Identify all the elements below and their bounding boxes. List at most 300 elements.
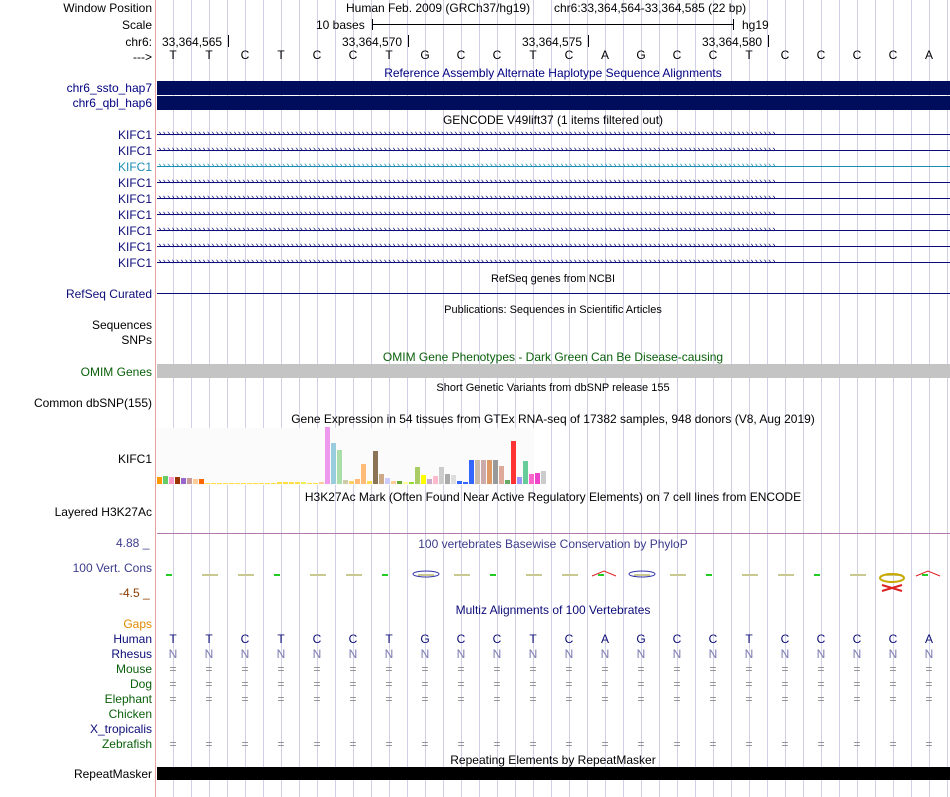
gtex-tissue-bar[interactable] [319,482,324,484]
multiz-human-base: T [169,632,177,646]
base-letter: T [169,48,177,62]
multiz-human-base: T [205,632,213,646]
multiz-align-char: N [456,647,466,661]
multiz-align-char: = [709,677,717,691]
scale-bar-right-tick [733,19,734,30]
dbsnp-label[interactable]: Common dbSNP(155) [33,396,152,410]
multiz-align-char: N [204,647,214,661]
gtex-tissue-bar[interactable] [289,482,294,484]
multiz-align-char: N [384,647,394,661]
repeatmasker-label[interactable]: RepeatMasker [73,767,152,781]
multiz-align-char: = [853,677,861,691]
multiz-align-char: = [673,662,681,676]
multiz-align-char: = [817,662,825,676]
multiz-align-char: N [888,647,898,661]
phylop-title[interactable]: 100 vertebrates Basewise Conservation by PhyloP [418,537,688,551]
gtex-title[interactable]: Gene Expression in 54 tissues from GTEx RNA-seq of 17382 samples, 948 donors (V8, Aug 2019) [291,412,815,426]
gtex-tissue-bar[interactable] [307,483,312,484]
gtex-tissue-bar[interactable] [511,441,516,484]
gtex-tissue-bar[interactable] [253,483,258,484]
multiz-human-base: T [745,632,753,646]
multiz-align-char: = [889,737,897,751]
multiz-align-char: = [385,692,393,706]
gtex-tissue-bar[interactable] [265,483,270,484]
gencode-transcript-label[interactable]: KIFC1 [117,144,152,158]
strand-arrows: ›››››››››››››››››››››››››››››››››››››››››››››››››››››››››››››››››››››››››››››››››››››››››››››››››››››››››››››››››››››››››››››››››››››››››››› [157,178,776,187]
multiz-align-char: = [817,737,825,751]
gtex-tissue-bar[interactable] [325,427,330,484]
multiz-align-char: = [637,677,645,691]
omim-title[interactable]: OMIM Gene Phenotypes - Dark Green Can Be Disease-causing [382,350,724,364]
gencode-transcript-label[interactable]: KIFC1 [117,160,152,174]
multiz-align-char: = [457,737,465,751]
multiz-human-base: C [240,632,250,646]
phylop-score-mark [922,574,928,576]
phylop-score-mark [814,574,820,576]
multiz-align-char: N [672,647,682,661]
gtex-tissue-bar[interactable] [445,474,450,484]
multiz-align-char: = [313,737,321,751]
multiz-align-char: = [709,692,717,706]
multiz-align-char: = [241,677,249,691]
gtex-tissue-bar[interactable] [343,480,348,484]
multiz-align-char: = [925,677,933,691]
phylop-score-mark [238,574,254,576]
coord-tick [588,35,589,47]
multiz-align-char: = [601,692,609,706]
gtex-tissue-bar[interactable] [409,482,414,484]
multiz-align-char: = [169,737,177,751]
multiz-align-char: N [420,647,430,661]
multiz-align-char: = [421,692,429,706]
base-letter: C [456,48,466,62]
strand-arrows: ›››››››››››››››››››››››››››››››››››››››››››››››››››››››››››››››››››››››››››››››››››››››››››››››››››››››››››››››››››››››››››››››››››››››››››› [157,210,776,219]
multiz-align-char: = [277,662,285,676]
phylop-score-mark [418,574,434,576]
multiz-align-char: N [276,647,286,661]
coord-tick [768,35,769,47]
multiz-human-base: C [816,632,826,646]
multiz-align-char: N [528,647,538,661]
gencode-transcript-label[interactable]: KIFC1 [117,208,152,222]
multiz-align-char: = [925,662,933,676]
multiz-align-char: = [205,692,213,706]
multiz-align-char: = [313,662,321,676]
gencode-transcript-label[interactable]: KIFC1 [117,256,152,270]
multiz-gaps-label[interactable]: Gaps [123,617,152,631]
multiz-align-char: = [853,662,861,676]
multiz-align-char: = [853,692,861,706]
multiz-align-char: = [889,677,897,691]
h3k27ac-title[interactable]: H3K27Ac Mark (Often Found Near Active Regulatory Elements) on 7 cell lines from ENCODE [304,490,802,504]
multiz-align-char: = [241,737,249,751]
gencode-transcript-label[interactable]: KIFC1 [117,224,152,238]
multiz-align-char: = [673,737,681,751]
multiz-align-char: = [385,662,393,676]
multiz-align-char: = [277,737,285,751]
gtex-tissue-bar[interactable] [331,443,336,484]
phylop-score-mark [778,574,794,576]
multiz-align-char: = [781,737,789,751]
refseq-gene-line[interactable] [157,293,950,294]
multiz-align-char: = [457,692,465,706]
multiz-align-char: = [565,677,573,691]
gtex-tissue-bar[interactable] [175,477,180,484]
multiz-species-label[interactable]: Human [113,632,152,646]
strand-arrows: ›››››››››››››››››››››››››››››››››››››››››››››››››››››››››››››››››››››››››››››››››››››››››››››››››››››››››››››››››››››››››››››››››››››››››››› [157,130,776,139]
coord-1: 33,364,565 [162,35,223,49]
base-letter: C [888,48,898,62]
multiz-human-base: G [636,632,646,646]
strand-arrows: ›››››››››››››››››››››››››››››››››››››››››››››››››››››››››››››››››››››››››››››››››››››››››››››››››››››››››››››››››››››››››››››››››››››››››››› [157,162,776,171]
gtex-tissue-bar[interactable] [355,479,360,484]
multiz-align-char: N [816,647,826,661]
phylop-score-mark [274,574,280,576]
multiz-align-char: = [313,677,321,691]
phylop-score-mark [850,574,866,576]
coord-4: 33,364,580 [702,35,763,49]
multiz-align-char: N [240,647,250,661]
multiz-align-char: = [781,692,789,706]
gtex-tissue-bar[interactable] [439,467,444,484]
gtex-tissue-bar[interactable] [451,475,456,484]
gtex-tissue-bar[interactable] [361,464,366,484]
base-letter: G [420,48,430,62]
base-letter: C [780,48,790,62]
omim-bar[interactable] [157,364,950,378]
multiz-align-char: N [708,647,718,661]
multiz-align-char: = [601,737,609,751]
scale-text: 10 bases [316,18,365,32]
multiz-align-char: N [924,647,934,661]
base-letter: T [529,48,537,62]
gtex-tissue-bar[interactable] [391,481,396,484]
alt-haplo-row-2-label[interactable]: chr6_qbl_hap6 [72,96,152,110]
multiz-align-char: = [565,737,573,751]
gtex-tissue-bar[interactable] [157,477,162,484]
multiz-align-char: = [637,662,645,676]
repeatmasker-title[interactable]: Repeating Elements by RepeatMasker [450,753,656,767]
phylop-score-mark [742,574,758,576]
base-letter: C [492,48,502,62]
multiz-align-char: = [205,662,213,676]
gtex-tissue-bar[interactable] [481,460,486,484]
strand-arrows: ›››››››››››››››››››››››››››››››››››››››››››››››››››››››››››››››››››››››››››››››››››››››››››››››››››››››››››››››››››››››››››››››››››››››››››› [157,194,776,203]
multiz-align-char: N [852,647,862,661]
multiz-align-char: = [349,737,357,751]
strand-arrows: ›››››››››››››››››››››››››››››››››››››››››››››››››››››››››››››››››››››››››››››››››››››››››››››››››››››››››››››››››››››››››››››››››››››››››››› [157,242,776,251]
multiz-align-char: = [709,737,717,751]
multiz-align-char: = [349,662,357,676]
multiz-human-base: T [385,632,393,646]
base-letter: C [816,48,826,62]
multiz-human-base: T [529,632,537,646]
phylop-label[interactable]: 100 Vert. Cons [72,561,152,575]
multiz-species-label[interactable]: Chicken [108,707,152,721]
gtex-tissue-bar[interactable] [229,483,234,484]
multiz-align-char: N [168,647,178,661]
gtex-tissue-bar[interactable] [523,461,528,484]
gtex-tissue-bar[interactable] [457,481,462,484]
multiz-align-char: = [565,692,573,706]
multiz-align-char: = [601,677,609,691]
multiz-align-char: N [348,647,358,661]
base-letter: C [564,48,574,62]
base-letter: C [852,48,862,62]
alt-haplo-title[interactable]: Reference Assembly Alternate Haplotype Sequence Alignments [384,66,722,80]
multiz-human-base: C [672,632,682,646]
assembly-title[interactable]: Human Feb. 2009 (GRCh37/hg19) [346,1,531,15]
coord-2: 33,364,570 [342,35,403,49]
phylop-score-mark [166,574,172,576]
gtex-tissue-bar[interactable] [337,450,342,484]
gencode-transcript-label[interactable]: KIFC1 [117,176,152,190]
gtex-tissue-bar[interactable] [349,481,354,484]
multiz-human-base: C [456,632,466,646]
multiz-align-char: N [636,647,646,661]
gtex-tissue-bar[interactable] [205,483,210,484]
gencode-transcript-label[interactable]: KIFC1 [117,192,152,206]
gencode-transcript-label[interactable]: KIFC1 [117,240,152,254]
multiz-align-char: = [493,737,501,751]
phylop-min: -4.5 _ [119,586,150,600]
multiz-align-char: = [673,692,681,706]
gtex-tissue-bar[interactable] [241,483,246,484]
multiz-align-char: = [529,737,537,751]
multiz-align-char: N [312,647,322,661]
coord-3: 33,364,575 [522,35,583,49]
gtex-tissue-bar[interactable] [493,460,498,484]
gtex-tissue-bar[interactable] [403,482,408,484]
multiz-align-char: = [817,677,825,691]
gencode-title[interactable]: GENCODE V49lift37 (1 items filtered out) [442,113,664,127]
phylop-max: 4.88 _ [116,536,150,550]
gtex-tissue-bar[interactable] [223,483,228,484]
multiz-align-char: = [349,677,357,691]
coord-tick [228,35,229,47]
multiz-align-char: = [709,662,717,676]
strand-arrows: ›››››››››››››››››››››››››››››››››››››››››››››››››››››››››››››››››››››››››››››››››››››››››››››››››››››››››››››››››››››››››››››››››››››››››››› [157,146,776,155]
multiz-align-char: = [781,662,789,676]
phylop-score-mark [454,574,470,576]
phylop-score-mark [310,574,326,576]
strand-arrows: ›››››››››››››››››››››››››››››››››››››››››››››››››››››››››››››››››››››››››››››››››››››››››››››››››››››››››››››››››››››››››››››››››››››››››››› [157,226,776,235]
multiz-align-char: = [241,662,249,676]
multiz-align-char: = [493,662,501,676]
gtex-tissue-bar[interactable] [535,473,540,484]
phylop-score-mark [634,574,650,576]
multiz-human-base: C [852,632,862,646]
h3k27ac-baseline [157,533,950,534]
gtex-gene-label[interactable]: KIFC1 [117,452,152,466]
gtex-tissue-bar[interactable] [397,481,402,484]
gtex-tissue-bar[interactable] [367,481,372,484]
gtex-tissue-bar[interactable] [475,460,480,484]
pubs-title[interactable]: Publications: Sequences in Scientific Articles [444,304,662,316]
multiz-human-base: C [312,632,322,646]
multiz-align-char: = [205,737,213,751]
gtex-tissue-bar[interactable] [379,474,384,484]
multiz-align-char: = [421,662,429,676]
alt-haplo-row-1-bar[interactable] [157,81,950,95]
base-letter: C [312,48,322,62]
multiz-align-char: = [277,692,285,706]
alt-haplo-row-2-bar[interactable] [157,96,950,110]
gtex-tissue-bar[interactable] [463,482,468,484]
gtex-tissue-bar[interactable] [259,483,264,484]
base-letter: C [240,48,250,62]
gtex-tissue-bar[interactable] [187,478,192,484]
gtex-tissue-bar[interactable] [271,483,276,484]
base-letter: T [205,48,213,62]
multiz-species-label[interactable]: Rhesus [111,647,152,661]
multiz-species-label[interactable]: Mouse [115,662,152,676]
gtex-tissue-bar[interactable] [181,478,186,484]
base-letter: C [348,48,358,62]
multiz-align-char: = [529,692,537,706]
multiz-align-char: = [421,677,429,691]
phylop-plot[interactable] [156,565,950,595]
multiz-align-char: = [925,737,933,751]
multiz-align-char: = [493,692,501,706]
multiz-align-char: N [492,647,502,661]
multiz-species-label[interactable]: X_tropicalis [89,722,152,736]
gencode-transcript-label[interactable]: KIFC1 [117,128,152,142]
phylop-score-mark [202,574,218,576]
multiz-align-char: = [745,662,753,676]
multiz-align-char: = [349,692,357,706]
base-letter: T [385,48,393,62]
multiz-human-base: C [780,632,790,646]
multiz-human-base: A [600,632,609,646]
gtex-tissue-bar[interactable] [421,475,426,484]
phylop-score-mark [526,574,542,576]
phylop-score-mark [598,574,604,576]
multiz-align-char: = [817,692,825,706]
multiz-align-char: = [637,737,645,751]
gtex-tissue-bar[interactable] [301,482,306,484]
gtex-tissue-bar[interactable] [217,483,222,484]
gtex-tissue-bar[interactable] [385,478,390,484]
multiz-align-char: = [529,662,537,676]
multiz-human-base: A [924,632,933,646]
gtex-tissue-bar[interactable] [235,483,240,484]
strand-label: ---> [133,50,152,64]
multiz-align-char: = [457,677,465,691]
base-letter: C [672,48,682,62]
multiz-title[interactable]: Multiz Alignments of 100 Vertebrates [455,603,651,617]
gtex-tissue-bar[interactable] [283,482,288,484]
gtex-tissue-bar[interactable] [193,479,198,484]
repeatmasker-bar[interactable] [157,767,950,780]
gtex-tissue-bar[interactable] [199,479,204,484]
multiz-species-label[interactable]: Dog [129,677,152,691]
multiz-align-char: = [493,677,501,691]
gtex-tissue-bar[interactable] [427,479,432,484]
h3k27ac-label[interactable]: Layered H3K27Ac [54,505,152,519]
gtex-tissue-bar[interactable] [499,466,504,484]
gtex-tissue-bar[interactable] [487,460,492,484]
multiz-align-char: N [564,647,574,661]
gtex-tissue-bar[interactable] [505,480,510,484]
phylop-score-mark [490,574,496,576]
multiz-align-char: = [313,692,321,706]
gtex-tissue-bar[interactable] [517,477,522,484]
multiz-human-base: T [277,632,285,646]
multiz-human-base: C [492,632,502,646]
multiz-align-char: N [744,647,754,661]
gtex-tissue-bar[interactable] [295,482,300,484]
alt-haplo-row-1-label[interactable]: chr6_ssto_hap7 [66,81,152,95]
base-letter: A [600,48,609,62]
multiz-align-char: = [385,737,393,751]
multiz-align-char: = [205,677,213,691]
gtex-tissue-bar[interactable] [373,451,378,484]
multiz-align-char: = [529,677,537,691]
refseq-label[interactable]: RefSeq Curated [65,287,152,301]
multiz-align-char: = [565,662,573,676]
multiz-align-char: = [637,692,645,706]
pubs-sequences-label[interactable]: Sequences [91,318,152,332]
multiz-align-char: N [780,647,790,661]
coord-tick [408,35,409,47]
multiz-align-char: = [925,692,933,706]
base-letter: T [745,48,753,62]
phylop-score-mark [346,574,362,576]
gtex-tissue-bar[interactable] [415,467,420,484]
multiz-human-base: C [348,632,358,646]
phylop-score-mark [706,574,712,576]
dbsnp-title[interactable]: Short Genetic Variants from dbSNP release 155 [436,382,670,394]
multiz-human-base: C [564,632,574,646]
gtex-tissue-bar[interactable] [433,476,438,484]
gtex-tissue-bar[interactable] [529,474,534,484]
multiz-align-char: = [421,737,429,751]
multiz-align-char: = [169,677,177,691]
refseq-title[interactable]: RefSeq genes from NCBI [490,273,616,285]
multiz-align-char: = [277,677,285,691]
pubs-snps-label[interactable]: SNPs [121,333,152,347]
multiz-align-char: = [241,692,249,706]
omim-label[interactable]: OMIM Genes [80,365,152,379]
gtex-tissue-bar[interactable] [313,483,318,484]
multiz-align-char: = [745,737,753,751]
window-position-label: Window Position [63,1,152,15]
multiz-align-char: = [169,692,177,706]
multiz-align-char: = [853,737,861,751]
position-readout[interactable]: chr6:33,364,564-33,364,585 (22 bp) [554,1,747,15]
db-label: hg19 [742,18,769,32]
gtex-tissue-bar[interactable] [211,483,216,484]
phylop-score-mark [670,574,686,576]
multiz-align-char: = [745,677,753,691]
base-letter: G [636,48,646,62]
multiz-align-char: = [889,692,897,706]
multiz-align-char: = [745,692,753,706]
gtex-tissue-bar[interactable] [469,460,474,484]
multiz-species-label[interactable]: Zebrafish [101,737,152,751]
gtex-tissue-bar[interactable] [163,476,168,484]
multiz-align-char: N [600,647,610,661]
phylop-score-mark [382,574,388,576]
gtex-tissue-bar[interactable] [247,483,252,484]
gtex-tissue-bar[interactable] [277,482,282,484]
gtex-tissue-bar[interactable] [541,471,546,484]
multiz-species-label[interactable]: Elephant [104,692,152,706]
base-letter: C [708,48,718,62]
chr-label: chr6: [125,35,152,49]
gtex-tissue-bar[interactable] [169,477,174,484]
